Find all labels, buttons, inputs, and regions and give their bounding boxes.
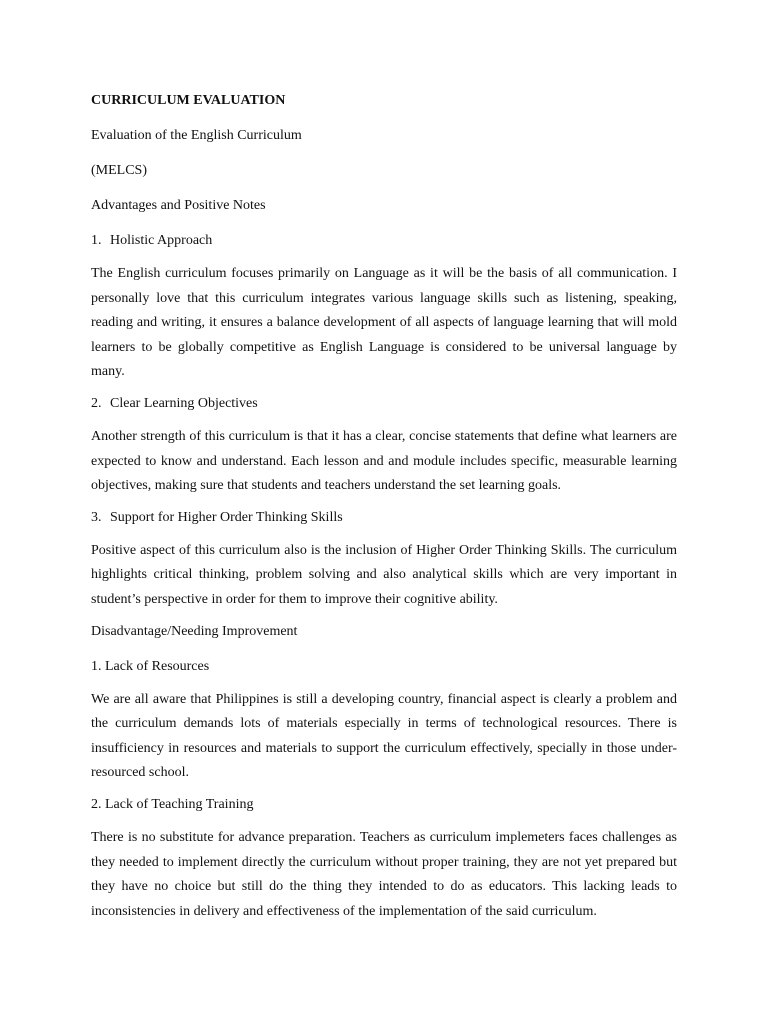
item-heading-lack-of-training: 2. Lack of Teaching Training <box>91 796 254 812</box>
item-number: 1. <box>91 233 102 248</box>
item-heading-text: Support for Higher Order Thinking Skills <box>110 509 343 525</box>
paragraph-holistic-approach: The English curriculum focuses primarily on Language as it will be the basis of all communication. I personally love that this curriculum integrates various language skills such as listening, speaking, reading and writing, it ensures a balance development of all aspects of language learning that will mold learners to be globally competitive as English Language is considered to be universal language by many. <box>91 266 677 380</box>
document-title: CURRICULUM EVALUATION <box>91 93 286 108</box>
document-body <box>91 92 677 924</box>
section-heading-disadvantages: Disadvantage/Needing Improvement <box>91 623 298 639</box>
item-heading-hots <box>91 509 677 527</box>
section-heading-advantages: Advantages and Positive Notes <box>91 198 266 213</box>
paragraph-lack-of-resources: We are all aware that Philippines is still a developing country, financial aspect is clearly a problem and the curriculum demands lots of materials especially in terms of technological resources. There is insufficiency in resources and materials to support the curriculum effectively, specially in those under-resourced school. <box>91 691 677 781</box>
item-heading-text: Clear Learning Objectives <box>110 395 258 411</box>
item-heading-text: Holistic Approach <box>110 233 213 248</box>
document-subtitle: Evaluation of the English Curriculum <box>91 128 302 143</box>
document-subtitle-acronym: (MELCS) <box>91 163 147 178</box>
paragraph-lack-of-training: There is no substitute for advance preparation. Teachers as curriculum implemeters faces challenges as they needed to implement directly the curriculum without proper training, they are not yet prepared but they have no choice but still do the thing they intended to do as educators. This lacking leads to inconsistencies in delivery and effectiveness of the implementation of the said curriculum. <box>91 829 677 919</box>
paragraph-clear-objectives: Another strength of this curriculum is that it has a clear, concise statements that define what learners are expected to know and understand. Each lesson and and module includes specific, measurable learning objectives, making sure that students and teachers understand the set learning goals. <box>91 428 677 494</box>
item-heading-lack-of-resources: 1. Lack of Resources <box>91 658 210 674</box>
paragraph-hots: Positive aspect of this curriculum also is the inclusion of Higher Order Thinking Skills. The curriculum highlights critical thinking, problem solving and also analytical skills which are very important in student’s perspective in order for them to improve their cognitive ability. <box>91 542 677 607</box>
item-number: 3. <box>91 509 102 525</box>
item-number: 2. <box>91 395 102 411</box>
item-heading-holistic-approach <box>91 232 677 250</box>
item-heading-clear-objectives <box>91 395 677 413</box>
